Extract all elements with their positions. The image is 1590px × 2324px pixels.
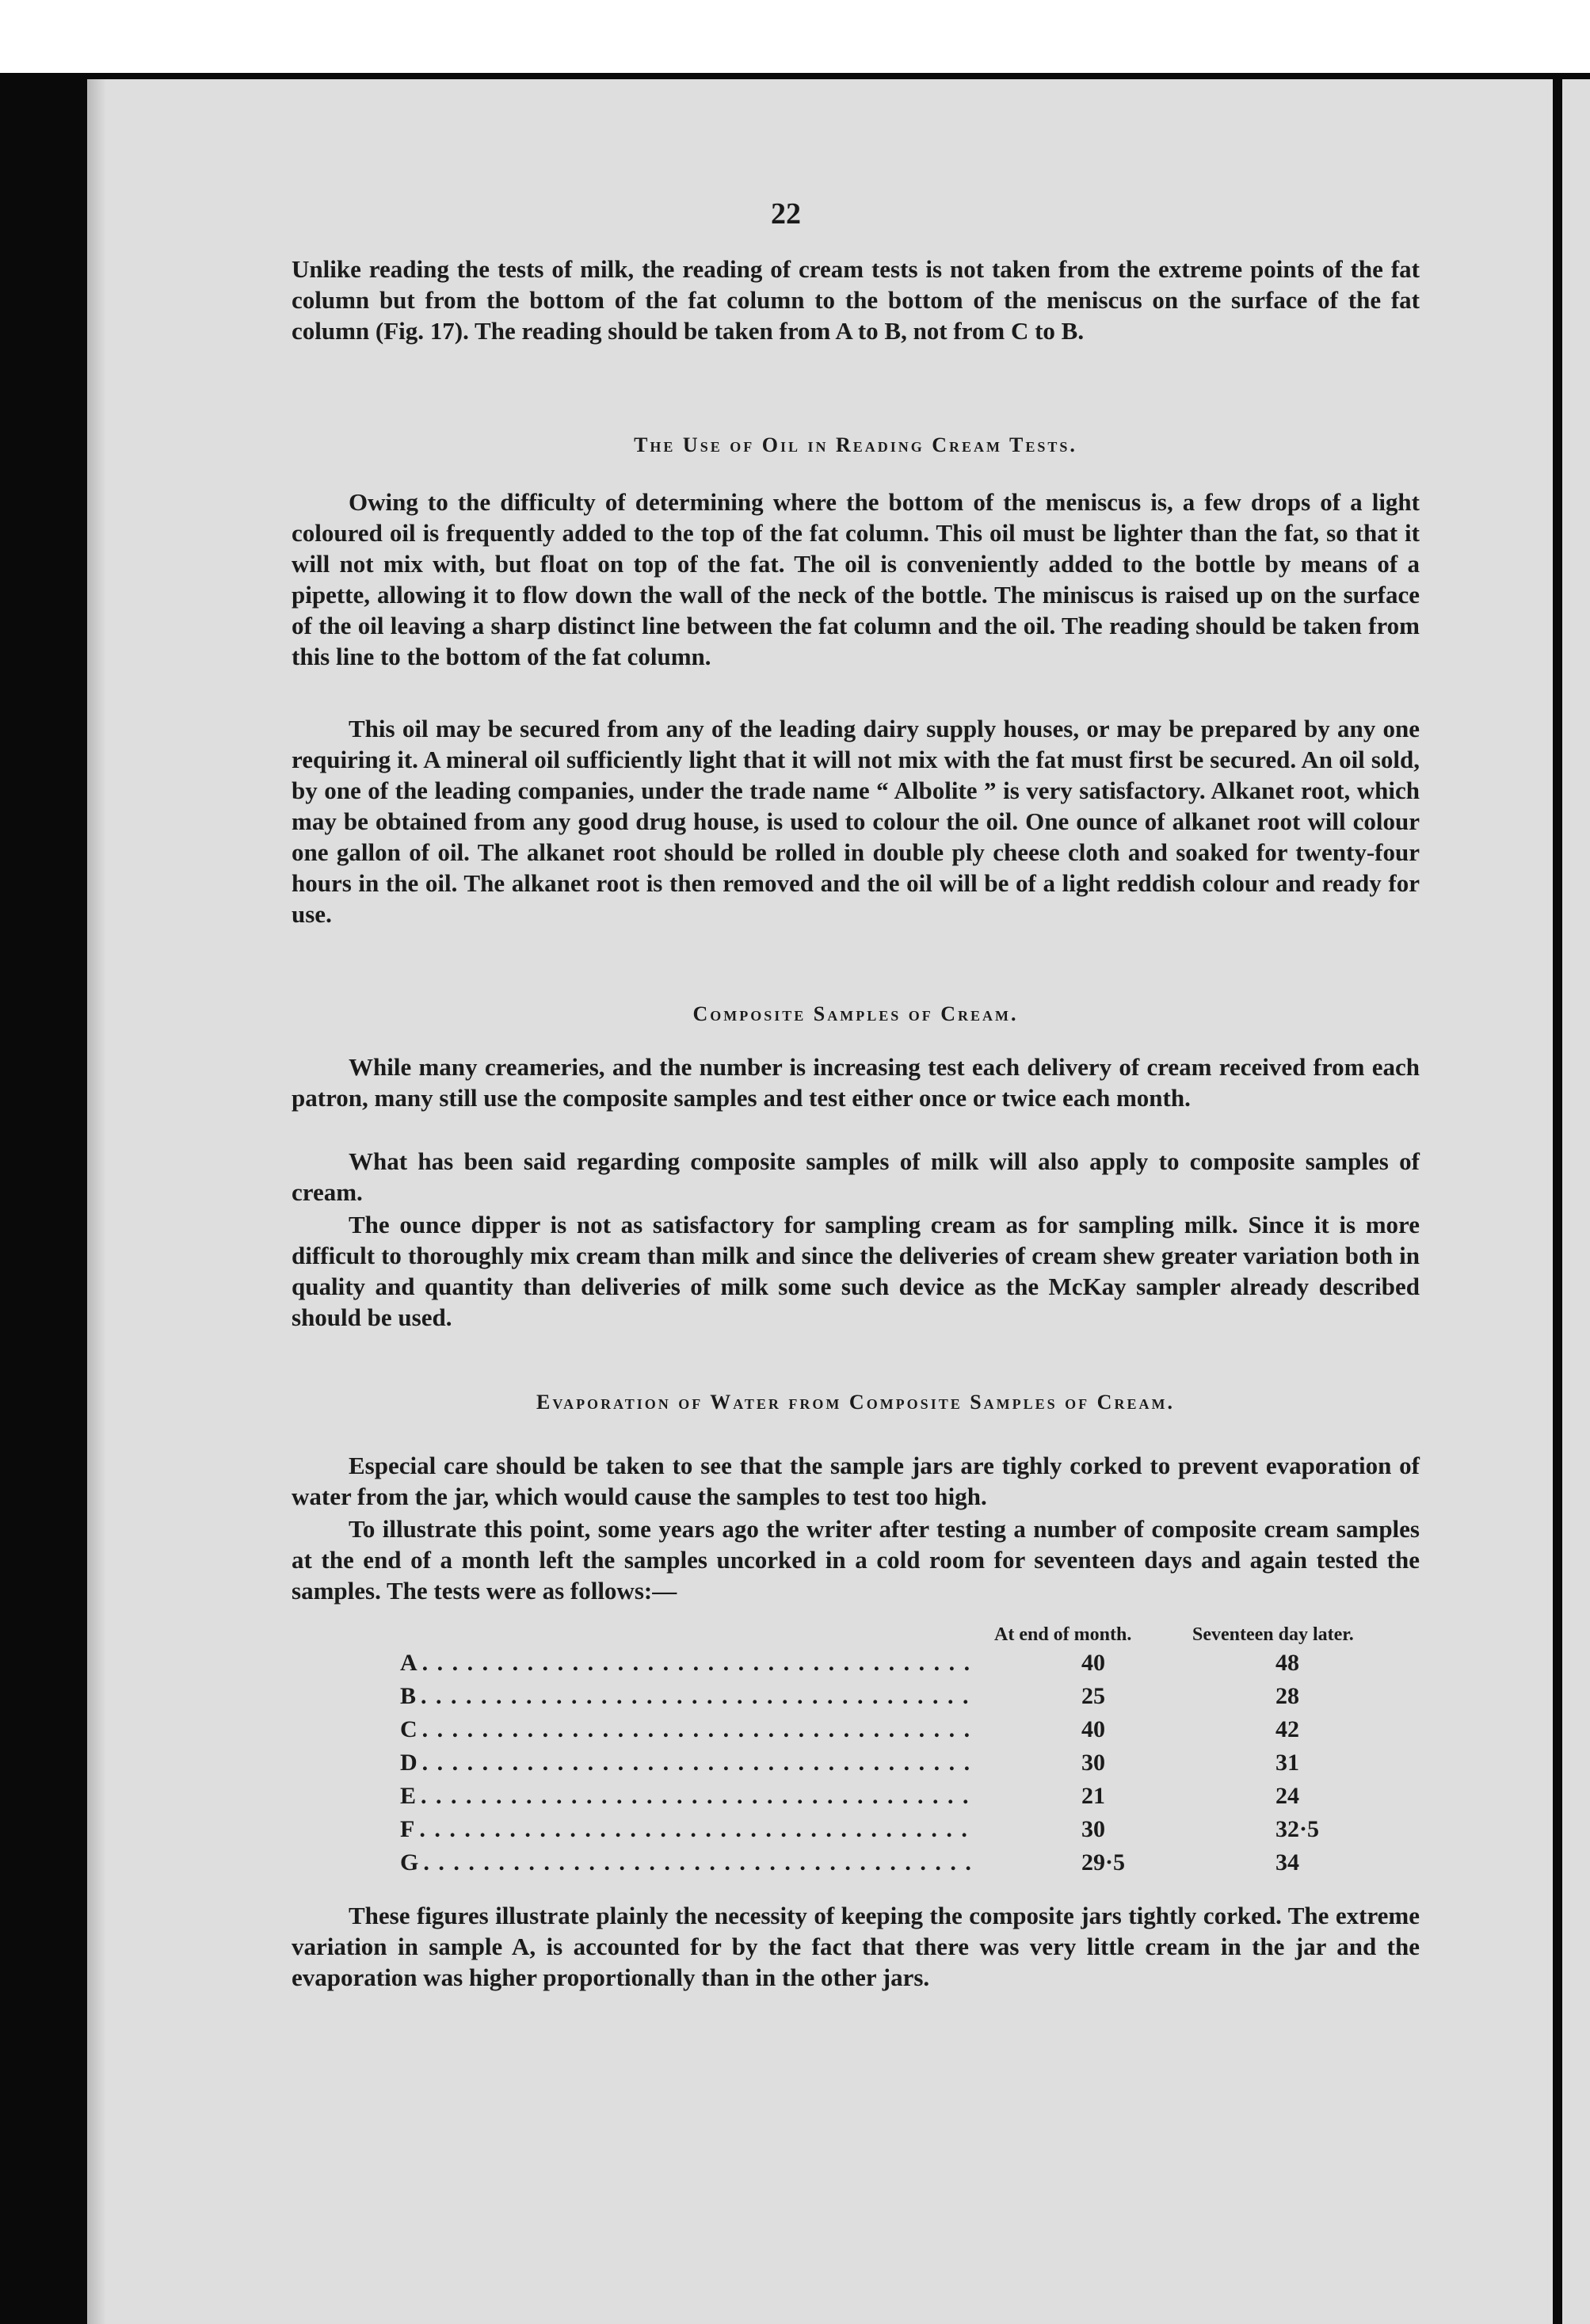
table-row bbox=[400, 1750, 1430, 1781]
value-end-of-month: 25 bbox=[1081, 1683, 1105, 1709]
row-label: F . . . bbox=[400, 1816, 970, 1843]
row-label: E . . . bbox=[400, 1783, 970, 1810]
row-label: G . . . bbox=[400, 1849, 970, 1876]
row-label: C . . . bbox=[400, 1716, 970, 1743]
table-row bbox=[400, 1849, 1430, 1881]
table-row bbox=[400, 1816, 1430, 1848]
table-row bbox=[400, 1716, 1430, 1748]
value-seventeen-days: 24 bbox=[1275, 1783, 1299, 1809]
page-number: 22 bbox=[771, 197, 801, 231]
paragraph-reading-cream-tests: Unlike reading the tests of milk, the reading of cream tests is not taken from the extreme points of the fat column but from the bottom of the fat column to the bottom of the meniscus on the surface of the fat column (Fig. 17). The reading should be taken from A to B, not from C to B. bbox=[292, 255, 1420, 345]
row-label: B . . . bbox=[400, 1683, 970, 1710]
value-seventeen-days: 31 bbox=[1275, 1750, 1299, 1776]
value-seventeen-days: 32·5 bbox=[1275, 1816, 1320, 1842]
value-end-of-month: 21 bbox=[1081, 1783, 1105, 1809]
paragraph-oil-difficulty: Owing to the difficulty of determining where the bottom of the meniscus is, a few drops of a light coloured oil is frequently added to the top of the fat column. This oil must be lighter than the fat, so that it will not mix with, but float on top of the fat. The oil is conveniently added to the bottle by means of a pipette, allowing it to flow down the wall of the neck of the bottle. The miniscus is raised up on the surface of the oil leaving a sharp distinct line between the fat column and the oil. The reading should be taken from this line to the bottom of the fat column. bbox=[292, 488, 1420, 670]
heading-composite-samples: Composite Samples of Cream. bbox=[692, 1002, 1019, 1025]
table-row bbox=[400, 1783, 1430, 1815]
table-row bbox=[400, 1683, 1430, 1715]
value-end-of-month: 29·5 bbox=[1081, 1849, 1126, 1876]
row-label: D . . . bbox=[400, 1750, 970, 1776]
heading-evaporation: Evaporation of Water from Composite Samples of Cream. bbox=[536, 1391, 1175, 1414]
paragraph-ounce-dipper: The ounce dipper is not as satisfactory for sampling cream as for sampling milk. Since it is more difficult to thoroughly mix cream than milk and since the deliveries of cream shew greater variation both in quality and quantity than deliveries of milk some such device as the McKay sampler already described should be used. bbox=[292, 1211, 1420, 1331]
value-seventeen-days: 42 bbox=[1275, 1716, 1299, 1742]
paragraph-conclusion: These figures illustrate plainly the necessity of keeping the composite jars tightly corked. The extreme variation in sample A, is accounted for by the fact that there was very little cream in the jar and the evaporation was higher proportionally than in the other jars. bbox=[292, 1902, 1420, 1991]
paragraph-illustrate: To illustrate this point, some years ago the writer after testing a number of composite cream samples at the end of a month left the samples uncorked in a cold room for seventeen days and again tested the samples. The tests were as follows:— bbox=[292, 1515, 1420, 1605]
value-end-of-month: 40 bbox=[1081, 1716, 1105, 1742]
heading-use-of-oil: The Use of Oil in Reading Cream Tests. bbox=[634, 433, 1077, 456]
value-seventeen-days: 28 bbox=[1275, 1683, 1299, 1709]
value-end-of-month: 40 bbox=[1081, 1650, 1105, 1676]
value-seventeen-days: 34 bbox=[1275, 1849, 1299, 1876]
value-end-of-month: 30 bbox=[1081, 1816, 1105, 1842]
top-margin bbox=[0, 0, 1590, 73]
page-binding-edge bbox=[87, 79, 106, 2324]
table-header-end-of-month: At end of month. bbox=[994, 1624, 1132, 1645]
facing-page-edge bbox=[1562, 79, 1590, 2324]
table-header-seventeen-days: Seventeen day later. bbox=[1192, 1624, 1354, 1645]
paragraph-oil-preparation: This oil may be secured from any of the leading dairy supply houses, or may be prepared by any one requiring it. A mineral oil sufficiently light that it will not mix with the fat must first be secured. An oil sold, by one of the leading companies, under the trade name “ Albolite ” is very satisfactory. Alkanet root, which may be obtained from any good drug house, is used to colour the oil. One ounce of alkanet root will colour one gallon of oil. The alkanet root should be rolled in double ply cheese cloth and soaked for twenty-four hours in the oil. The alkanet root is then removed and the oil will be of a light reddish colour and ready for use. bbox=[292, 715, 1420, 928]
row-label: A . . . bbox=[400, 1650, 970, 1677]
value-end-of-month: 30 bbox=[1081, 1750, 1105, 1776]
paragraph-composite-intro: While many creameries, and the number is increasing test each delivery of cream received from each patron, many still use the composite samples and test either once or twice each month. bbox=[292, 1053, 1420, 1112]
paragraph-composite-milk: What has been said regarding composite samples of milk will also apply to composite samples of cream. bbox=[292, 1147, 1420, 1206]
table-row bbox=[400, 1650, 1430, 1681]
value-seventeen-days: 48 bbox=[1275, 1650, 1299, 1676]
paragraph-especial-care: Especial care should be taken to see that the sample jars are tighly corked to prevent evaporation of water from the jar, which would cause the samples to test too high. bbox=[292, 1452, 1420, 1510]
